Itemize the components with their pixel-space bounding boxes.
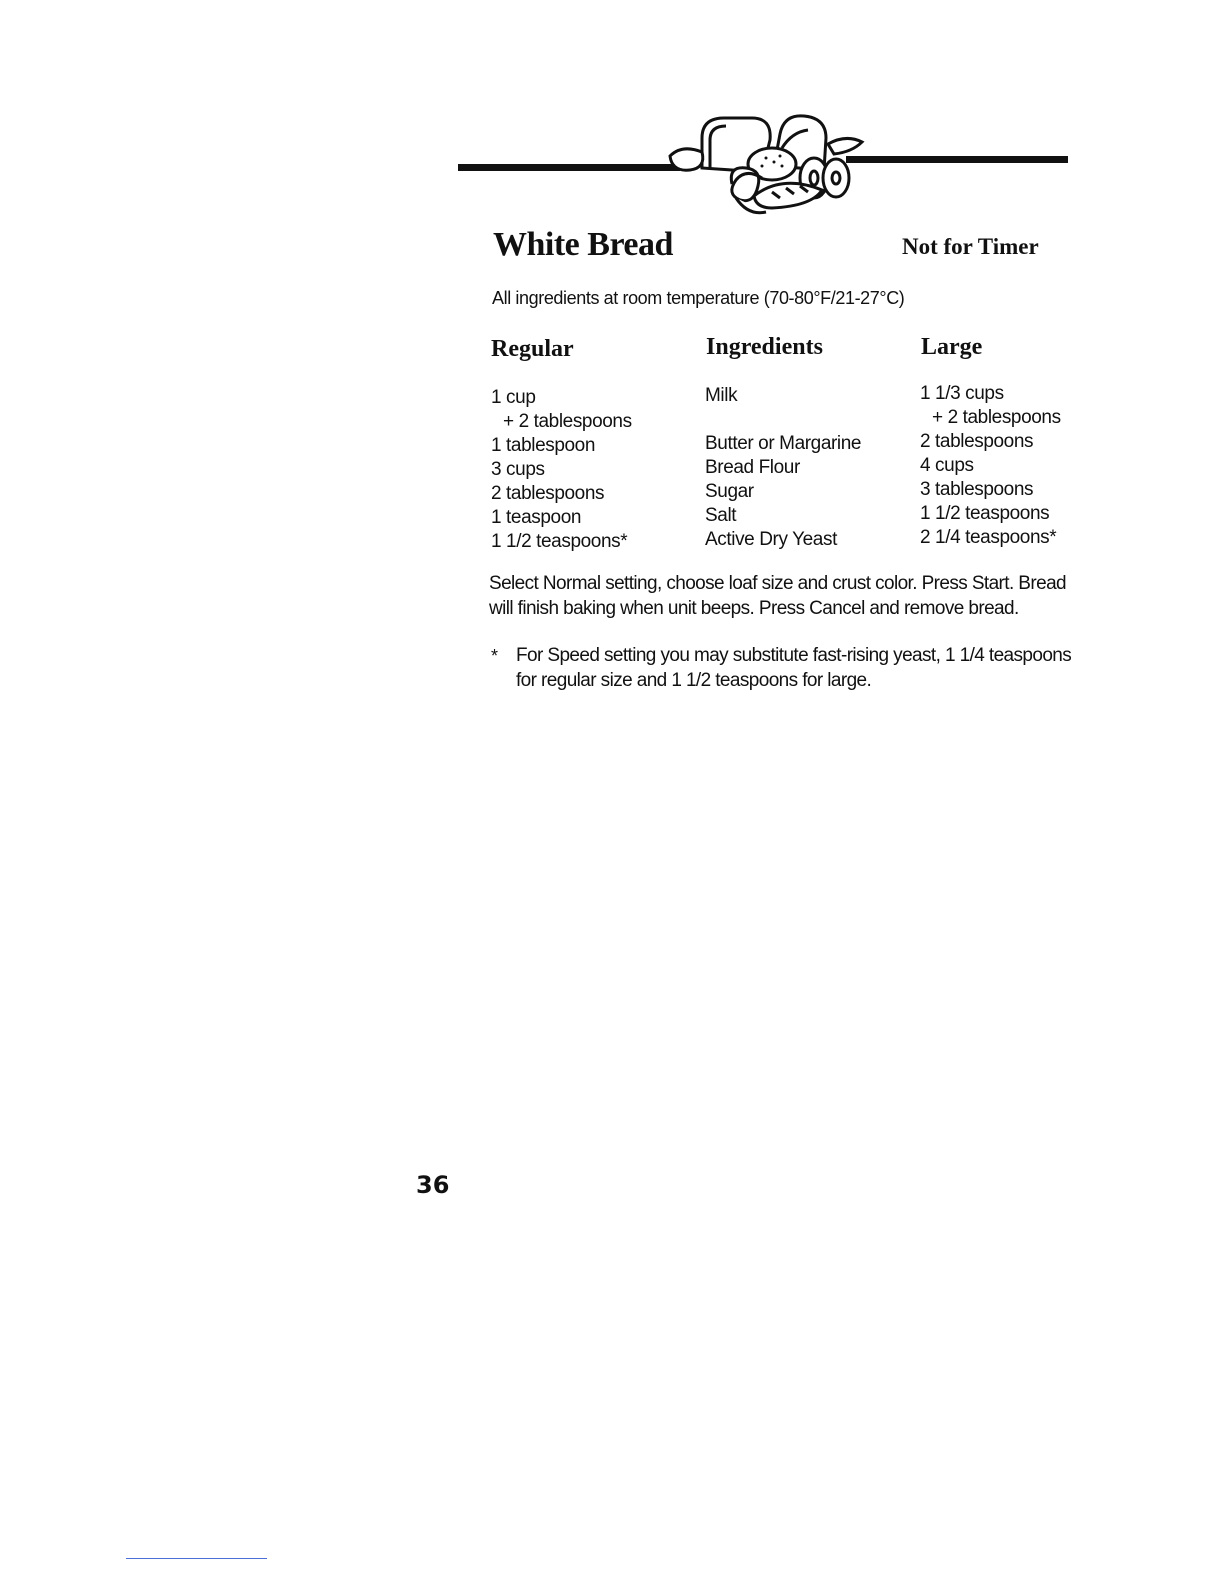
large-amount: + 2 tablespoons — [932, 407, 1061, 428]
instructions — [489, 571, 1066, 621]
large-amount: 2 tablespoons — [920, 431, 1034, 452]
instruction-line: Select Normal setting, choose loaf size and crust color. Press Start. Bread — [489, 573, 1067, 594]
regular-amount: 1 teaspoon — [491, 507, 582, 528]
bottom-divider — [126, 1558, 267, 1559]
subtitle: All ingredients at room temperature (70-80°F/21-27°C) — [492, 288, 905, 308]
footnote-marker: * — [491, 646, 499, 666]
recipe-title: White Bread — [493, 226, 673, 263]
regular-amount: 1 tablespoon — [491, 435, 596, 456]
large-amount: 3 tablespoons — [920, 479, 1034, 500]
regular-amount: 3 cups — [491, 459, 545, 480]
page-number: 36 — [416, 1171, 450, 1199]
regular-amount: + 2 tablespoons — [503, 411, 632, 432]
large-column — [920, 382, 1061, 550]
ingredient-name: Active Dry Yeast — [705, 529, 837, 550]
footnote-line: For Speed setting you may substitute fast-rising yeast, 1 1/4 teaspoons — [516, 645, 1072, 666]
ingredient-name: Sugar — [705, 481, 754, 502]
column-header-regular: Regular — [491, 336, 574, 362]
ingredient-name — [705, 408, 861, 432]
regular-amount: 1 1/2 teaspoons* — [491, 531, 628, 552]
footnote-line: for regular size and 1 1/2 teaspoons for large. — [516, 670, 872, 691]
instruction-line: will finish baking when unit beeps. Press Cancel and remove bread. — [489, 598, 1019, 619]
large-amount: 2 1/4 teaspoons* — [920, 527, 1057, 548]
regular-amount: 2 tablespoons — [491, 483, 605, 504]
column-header-ingredients: Ingredients — [706, 334, 823, 360]
timer-note: Not for Timer — [902, 234, 1039, 259]
regular-column — [491, 386, 632, 554]
header-rule-right — [846, 156, 1068, 163]
large-amount: 1 1/3 cups — [920, 383, 1004, 404]
ingredient-name: Milk — [705, 385, 738, 406]
column-header-large: Large — [921, 334, 983, 360]
ingredient-name: Salt — [705, 505, 737, 526]
footnote — [516, 643, 1071, 693]
large-amount: 4 cups — [920, 455, 974, 476]
large-amount: 1 1/2 teaspoons — [920, 503, 1050, 524]
ingredients-column — [705, 384, 861, 552]
ingredient-name: Bread Flour — [705, 457, 800, 478]
regular-amount: 1 cup — [491, 387, 536, 408]
header-rule-left — [458, 164, 680, 171]
ingredient-name: Butter or Margarine — [705, 433, 862, 454]
bread-basket-icon — [662, 108, 870, 220]
